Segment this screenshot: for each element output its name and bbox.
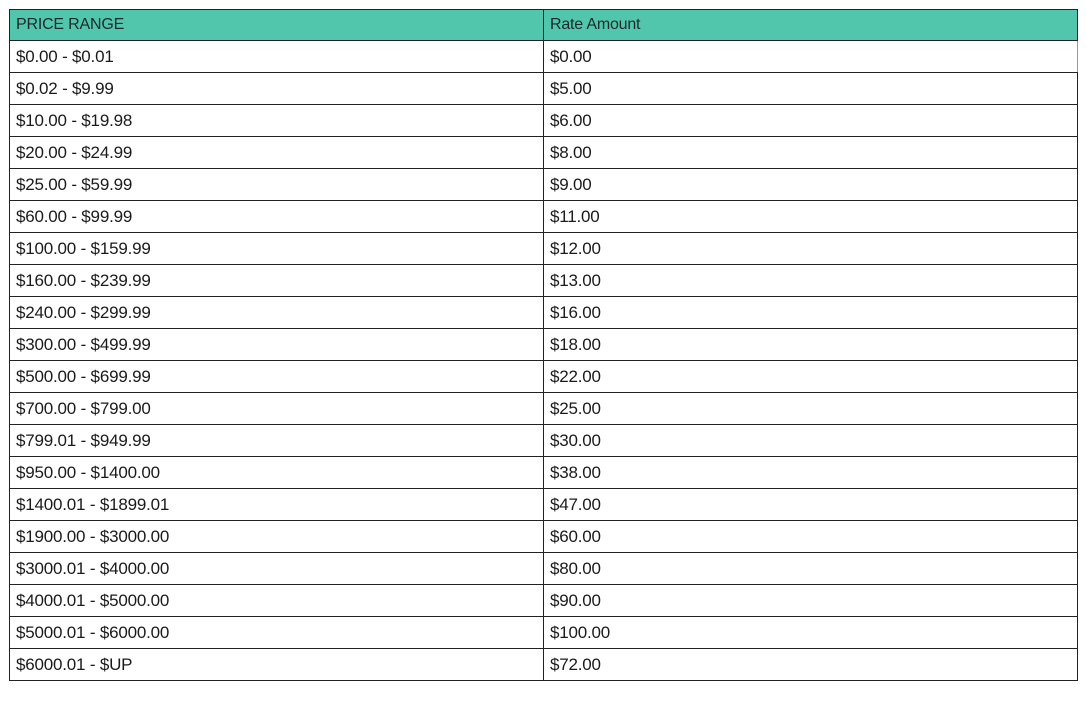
table-header [10, 10, 1078, 41]
table-row [10, 73, 1078, 105]
rate-amount-cell: $18.00 [544, 329, 1078, 361]
table-row [10, 617, 1078, 649]
rate-amount-cell: $6.00 [544, 105, 1078, 137]
table-row [10, 553, 1078, 585]
table-row [10, 265, 1078, 297]
table-row [10, 521, 1078, 553]
price-range-cell: $25.00 - $59.99 [10, 169, 544, 201]
table-body [10, 41, 1078, 681]
price-range-cell: $1400.01 - $1899.01 [10, 489, 544, 521]
price-range-cell: $799.01 - $949.99 [10, 425, 544, 457]
rate-amount-cell: $25.00 [544, 393, 1078, 425]
price-range-cell: $500.00 - $699.99 [10, 361, 544, 393]
rate-amount-cell: $22.00 [544, 361, 1078, 393]
rate-amount-cell: $0.00 [544, 41, 1078, 73]
table-row [10, 105, 1078, 137]
price-range-cell: $300.00 - $499.99 [10, 329, 544, 361]
rate-amount-cell: $72.00 [544, 649, 1078, 681]
price-range-cell: $4000.01 - $5000.00 [10, 585, 544, 617]
rate-amount-cell: $12.00 [544, 233, 1078, 265]
table-row [10, 649, 1078, 681]
price-range-cell: $700.00 - $799.00 [10, 393, 544, 425]
rate-amount-cell: $13.00 [544, 265, 1078, 297]
price-range-cell: $160.00 - $239.99 [10, 265, 544, 297]
table-row [10, 361, 1078, 393]
price-range-cell: $950.00 - $1400.00 [10, 457, 544, 489]
column-header-price-range: PRICE RANGE [10, 10, 544, 41]
table-row [10, 169, 1078, 201]
rate-amount-cell: $5.00 [544, 73, 1078, 105]
price-range-cell: $20.00 - $24.99 [10, 137, 544, 169]
price-range-cell: $0.00 - $0.01 [10, 41, 544, 73]
rate-amount-cell: $90.00 [544, 585, 1078, 617]
header-row [10, 10, 1078, 41]
table-row [10, 201, 1078, 233]
rate-amount-cell: $16.00 [544, 297, 1078, 329]
price-range-cell: $1900.00 - $3000.00 [10, 521, 544, 553]
rate-amount-cell: $80.00 [544, 553, 1078, 585]
rate-amount-cell: $60.00 [544, 521, 1078, 553]
rate-amount-cell: $38.00 [544, 457, 1078, 489]
price-range-cell: $10.00 - $19.98 [10, 105, 544, 137]
rate-amount-cell: $30.00 [544, 425, 1078, 457]
table-row [10, 233, 1078, 265]
rate-table [9, 9, 1078, 681]
table-row [10, 297, 1078, 329]
price-range-cell: $6000.01 - $UP [10, 649, 544, 681]
price-range-cell: $3000.01 - $4000.00 [10, 553, 544, 585]
price-range-cell: $240.00 - $299.99 [10, 297, 544, 329]
rate-amount-cell: $100.00 [544, 617, 1078, 649]
table-row [10, 585, 1078, 617]
rate-amount-cell: $11.00 [544, 201, 1078, 233]
rate-amount-cell: $47.00 [544, 489, 1078, 521]
table-row [10, 41, 1078, 73]
table-row [10, 425, 1078, 457]
rate-amount-cell: $8.00 [544, 137, 1078, 169]
table-row [10, 329, 1078, 361]
table-row [10, 393, 1078, 425]
price-range-cell: $60.00 - $99.99 [10, 201, 544, 233]
table-row [10, 137, 1078, 169]
price-range-cell: $0.02 - $9.99 [10, 73, 544, 105]
table-row [10, 489, 1078, 521]
rate-table-container [9, 9, 1077, 681]
price-range-cell: $5000.01 - $6000.00 [10, 617, 544, 649]
table-row [10, 457, 1078, 489]
rate-amount-cell: $9.00 [544, 169, 1078, 201]
price-range-cell: $100.00 - $159.99 [10, 233, 544, 265]
column-header-rate-amount: Rate Amount [544, 10, 1078, 41]
